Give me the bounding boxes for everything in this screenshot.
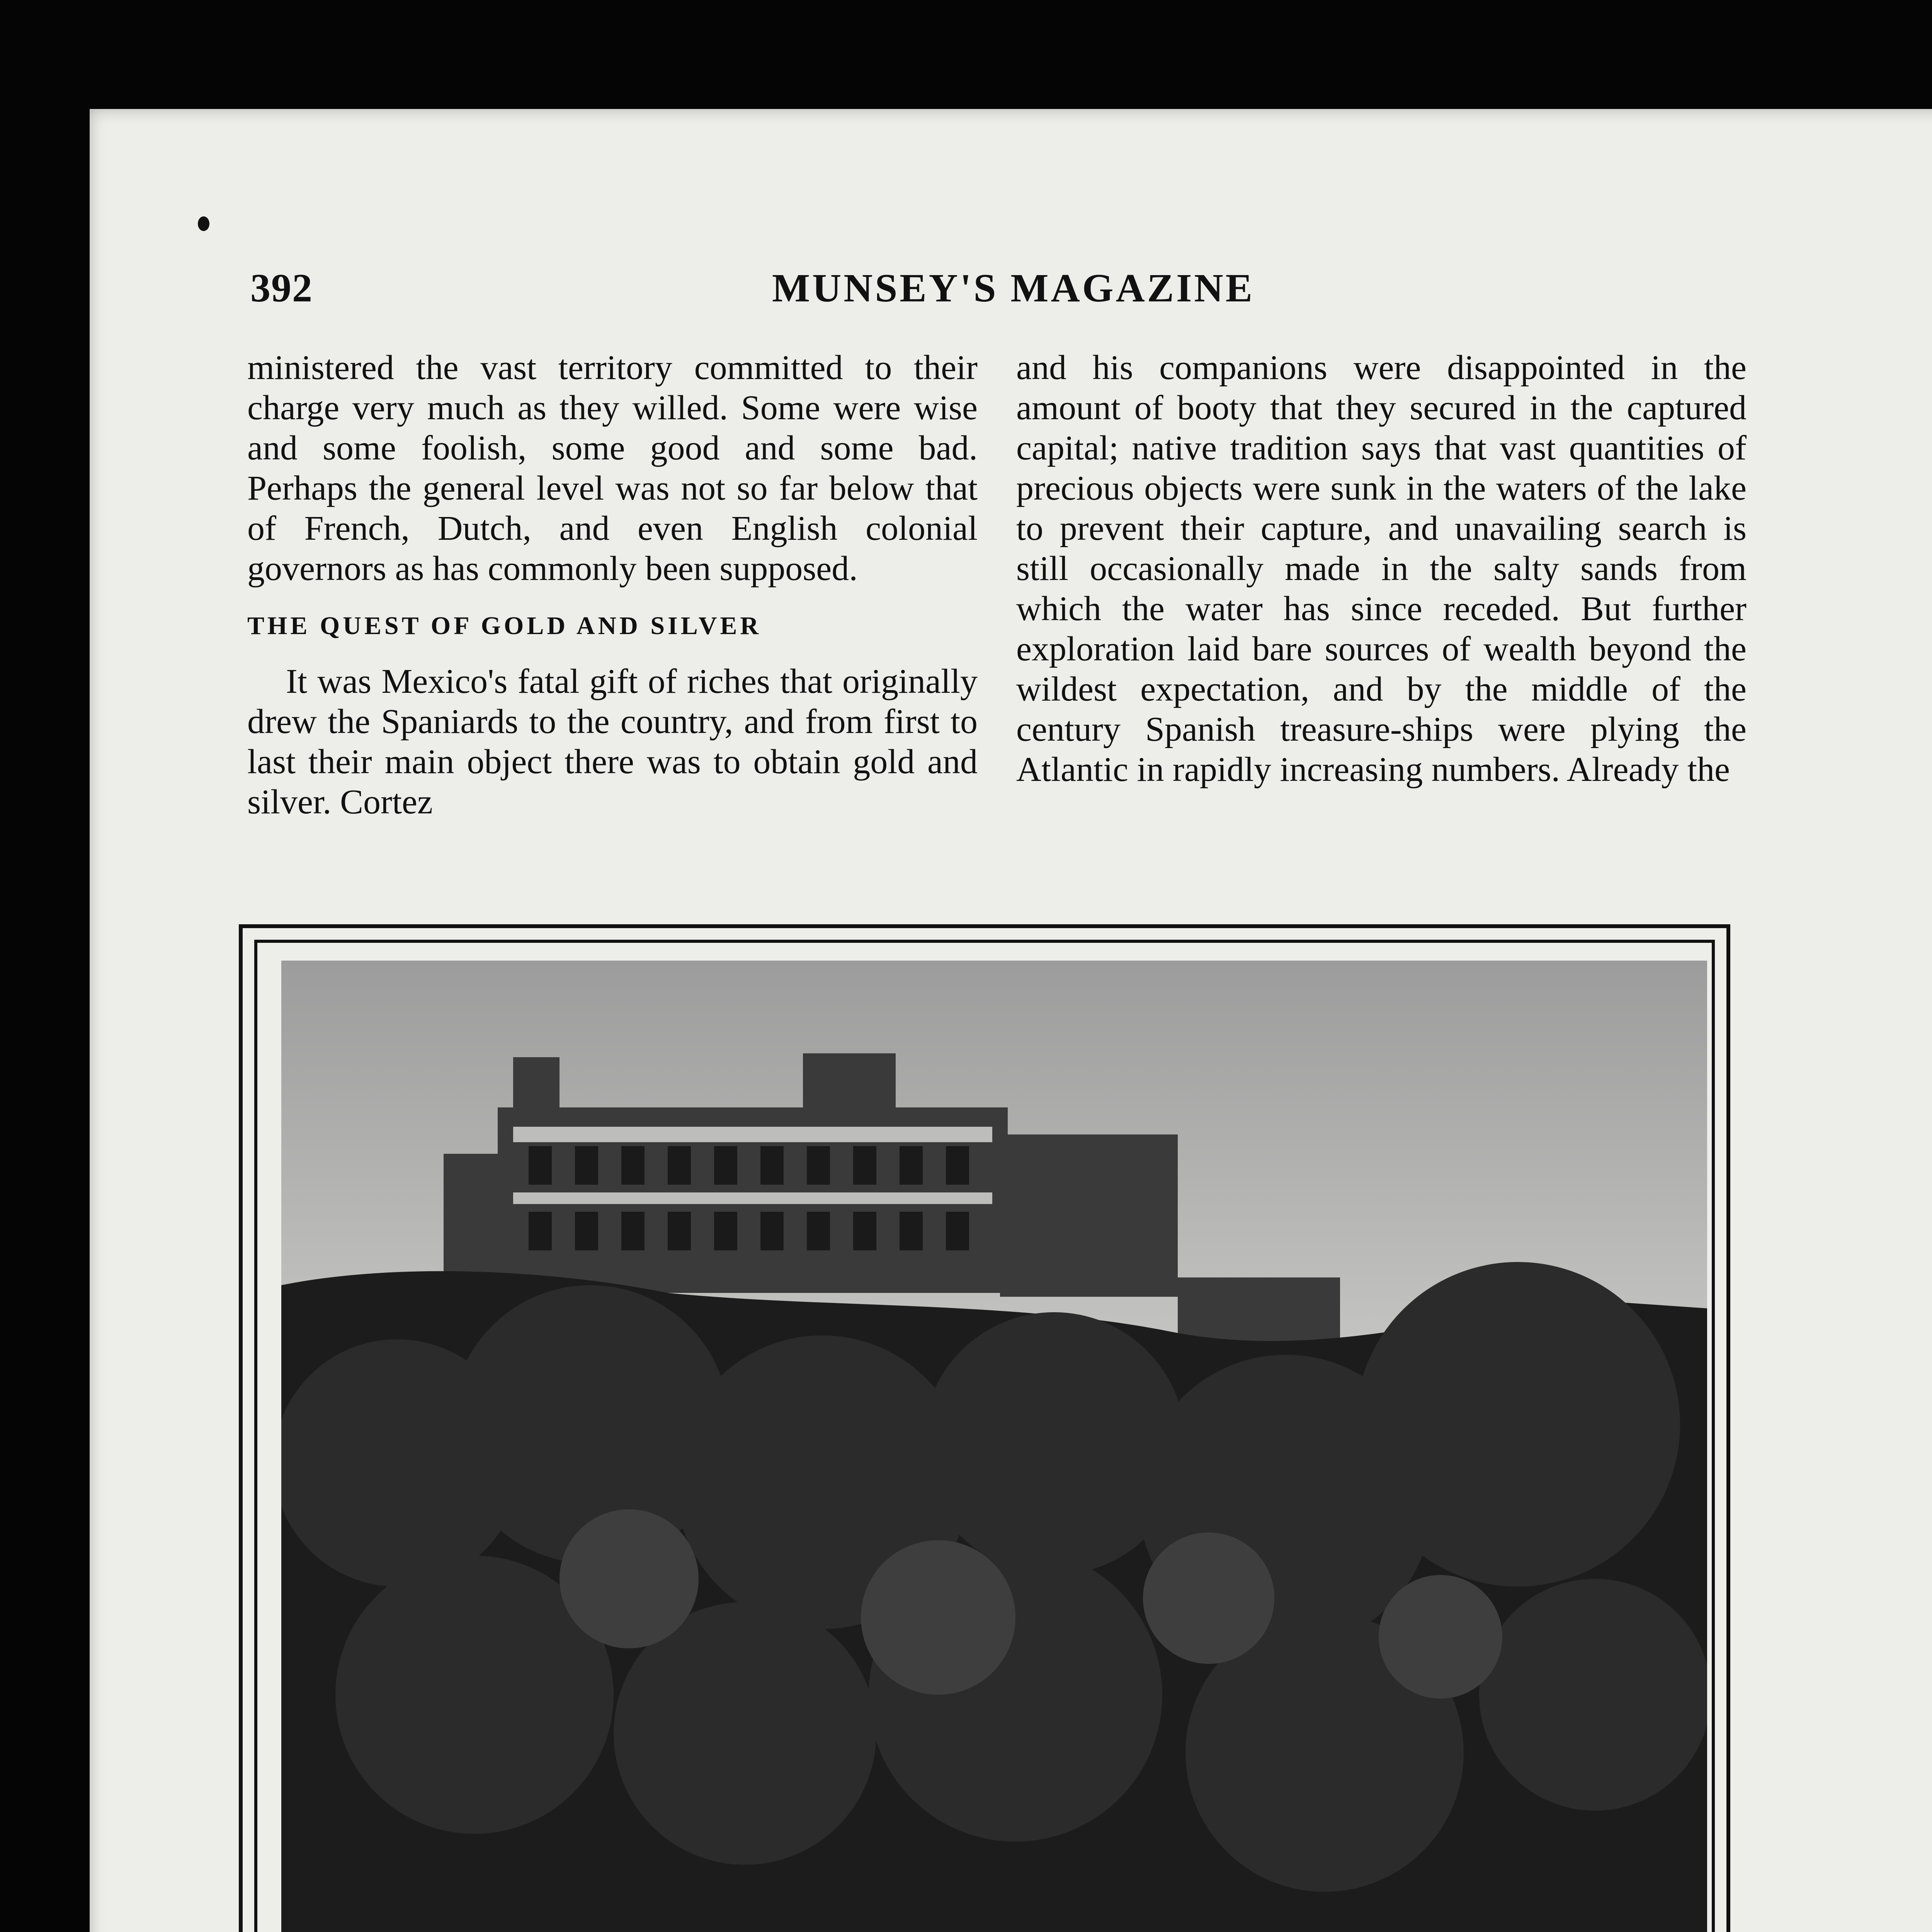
photograph-illustration <box>281 961 1707 1932</box>
paragraph: It was Mexico's fatal gift of riches that originally drew the Spaniards to the country, and from first to last their main object there was to obtain gold and silver. Cortez <box>247 662 978 821</box>
running-head <box>250 265 1750 311</box>
binding-mark <box>198 216 209 231</box>
magazine-title: MUNSEY'S MAGAZINE <box>772 266 1255 310</box>
photo-frame <box>239 924 1730 1932</box>
article-text <box>247 348 1754 881</box>
chapultepec-photograph <box>281 961 1707 1932</box>
paragraph: ministered the vast territory committed to their charge very much as they willed. Some were wise and some foolish, some good and some bad. Perhaps the general level was not so far below that of French, Dutch, and even English colonial governors as has commonly been supposed. <box>247 349 978 588</box>
paragraph: and his companions were disappointed in the amount of booty that they secured in the captured capital; native tradition says that vast quantities of precious objects were sunk in the waters of the lake to prevent their capture, and unavailing search is still occasionally made in the salty sands from which the water has since receded. But further exploration laid bare sources of wealth beyond the wildest expectation, and by the middle of the century Spanish treasure-ships were plying the Atlantic in rapidly increasing numbers. Already the <box>1016 349 1747 789</box>
left-column <box>247 348 978 822</box>
page-number: 392 <box>250 266 313 310</box>
right-column <box>1016 348 1747 790</box>
section-heading: THE QUEST OF GOLD AND SILVER <box>247 612 762 640</box>
